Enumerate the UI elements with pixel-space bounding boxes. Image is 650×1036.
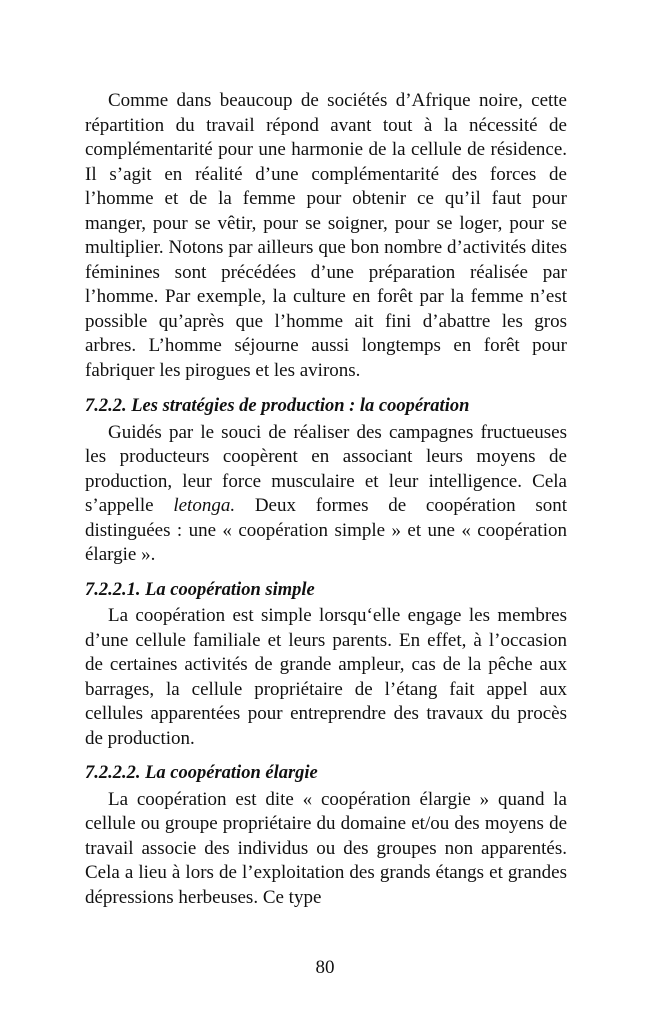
page-number: 80 [315, 957, 335, 978]
intro-paragraph: Comme dans beaucoup de sociétés d’Afrique noire, cette répartition du travail répond avant tout à la nécessité de complémentarité pour une harmonie de la cellule de résidence. Il s’agit en réalité d’une complémentarité des forces de l’homme et de la femme pour obtenir ce qu’il faut pour manger, pour se vêtir, pour se soigner, pour se loger, pour se multiplier. Notons par ailleurs que bon nombre d’activités dites féminines sont précédées d’une préparation réalisée par l’homme. Par exemple, la culture en forêt par la femme n’est possible qu’après que l’homme ait fini d’abattre les gros arbres. L’homme séjourne aussi longtemps en forêt pour fabriquer les pirogues et les avirons. [85, 90, 567, 381]
section-7-2-2-2-paragraph: La coopération est dite « coopération élargie » quand la cellule ou groupe propriétaire du domaine et/ou des moyens de travail associe des individus ou des groupes non apparentés. Cela a lieu à lors de l’exploitation des grands étangs et grandes dépressions herbeuses. Ce type [85, 788, 567, 908]
page-body [85, 89, 567, 910]
section-heading-7-2-2-1: 7.2.2.1. La coopération simple [85, 579, 315, 600]
section-heading-7-2-2-2: 7.2.2.2. La coopération élargie [85, 763, 318, 783]
section-7-2-2-1-paragraph: La coopération est simple lorsqu‘elle engage les membres d’une cellule familiale et leurs parents. En effet, à l’occasion de certaines activités de grande ampleur, cas de la pêche aux barrages, la cellule propriétaire de l’étang fait appel aux cellules apparentées pour entreprendre des travaux du procès de production. [85, 605, 567, 749]
italic-term-letonga: letonga. [173, 495, 236, 516]
section-7-2-2-paragraph [85, 421, 567, 568]
paragraph-text-start: Guidés par le souci de réaliser des campagnes fructueuses les producteurs coopèrent en associant leurs moyens de production, leur force musculaire et leur intelligence. Cela s’appelle [85, 421, 567, 516]
section-heading-7-2-2: 7.2.2. Les stratégies de production : la coopération [85, 396, 470, 416]
paragraph-text-end: Deux formes de coopération sont distinguées : une « coopération simple » et une « coopération élargie ». [85, 495, 567, 565]
